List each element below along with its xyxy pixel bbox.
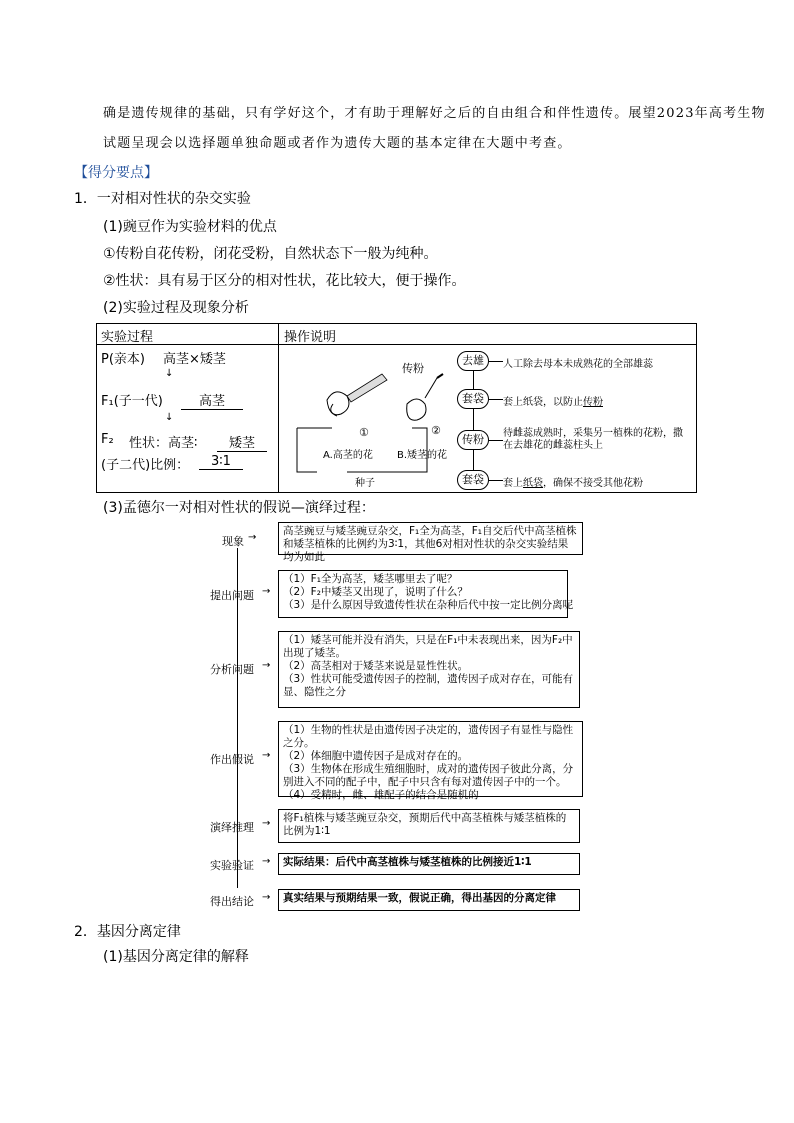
pollination-illustration [287, 352, 457, 492]
flow-label-phenomenon: 现象 [222, 535, 244, 548]
p-label: P(亲本) [101, 352, 145, 367]
flow-label-hypothesis: 作出假说 [210, 753, 254, 766]
arrow-down-icon-2: ↓ [165, 412, 174, 423]
intro-line-2: 试题呈现会以选择题单独命题或者作为遗传大题的基本定律在大题中考查。 [103, 136, 572, 151]
arrow-right-icon: → [262, 856, 271, 867]
section1-title: 1．一对相对性状的杂交实验 [74, 191, 251, 207]
col-header-process: 实验过程 [101, 330, 154, 345]
col-header-operation: 操作说明 [284, 330, 337, 345]
section1-sub3: (3)孟德尔一对相对性状的假说—演绎过程： [103, 500, 375, 516]
step-bag-2-desc: 套上纸袋，确保不接受其他花粉 [503, 478, 643, 489]
verification-box: 实际结果：后代中高茎植株与矮茎植株的比例接近1∶1 [278, 853, 580, 875]
section1-sub2: (2)实验过程及现象分析 [103, 300, 249, 316]
flow-label-question: 提出问题 [210, 589, 254, 602]
arrow-right-icon: → [262, 660, 271, 671]
f1-label: F₁(子一代) [101, 394, 163, 409]
step-bag-2-tag: 套袋 [457, 470, 489, 490]
arrow-right-icon: → [262, 892, 271, 903]
section2-sub1: (1)基因分离定律的解释 [103, 949, 249, 965]
phenomenon-box: 高茎豌豆与矮茎豌豆杂交，F₁全为高茎，F₁自交后代中高茎植株和矮茎植株的比例约为3∶1，其他6对相对性状的杂交实验结果均为如此 [278, 522, 583, 555]
section1-point1: ①传粉自花传粉，闭花受粉，自然状态下一般为纯种。 [103, 246, 438, 262]
f2-label: F₂ [101, 432, 114, 447]
section1-sub1: (1)豌豆作为实验材料的优点 [103, 219, 277, 235]
f2-ratio: 3∶1 [199, 454, 243, 470]
f1-value: 高茎 [181, 390, 243, 410]
flower-b-label: B.矮茎的花 [397, 450, 448, 461]
step-emasculate-desc: 人工除去母本未成熟花的全部雄蕊 [503, 359, 653, 370]
pollination-label: 传粉 [402, 362, 424, 375]
seed-label: 种子 [355, 478, 375, 489]
circle-2-label: ② [431, 424, 441, 437]
step-bag-1-tag: 套袋 [457, 389, 489, 409]
f2-trait-value: 矮茎 [217, 432, 267, 452]
f2-trait-label: 性状：高茎∶ [129, 436, 198, 451]
questions-box: （1）F₁全为高茎，矮茎哪里去了呢？ （2）F₂中矮茎又出现了，说明了什么？ （3）是什么原因导致遗传性状在杂种后代中按一定比例分离呢 [278, 570, 568, 618]
key-points-title: 【得分要点】 [74, 165, 158, 181]
step-pollinate-tag: 传粉 [457, 430, 489, 450]
circle-1-label: ① [359, 426, 369, 439]
step-pollinate-desc: 待雌蕊成熟时，采集另一植株的花粉，撒在去雄花的雌蕊柱头上 [503, 428, 683, 451]
flow-label-analysis: 分析问题 [210, 663, 254, 676]
arrow-right-icon: → [262, 586, 271, 597]
f2-sub-label: (子二代)比例： [101, 458, 190, 473]
section2-title: 2．基因分离定律 [74, 924, 181, 940]
step-bag-1-desc: 套上纸袋，以防止传粉 [503, 397, 603, 408]
arrow-down-icon: ↓ [165, 368, 174, 379]
analysis-box: （1）矮茎可能并没有消失，只是在F₁中未表现出来，因为F₂中出现了矮茎。 （2）高茎相对于矮茎来说是显性性状。 （3）性状可能受遗传因子的控制，遗传因子成对存在，可能有显、隐性之分 [278, 631, 580, 708]
arrow-right-icon: → [262, 750, 271, 761]
step-emasculate-tag: 去雄 [457, 351, 489, 371]
flow-label-deduction: 演绎推理 [210, 821, 254, 834]
hypothesis-box: （1）生物的性状是由遗传因子决定的，遗传因子有显性与隐性之分。 （2）体细胞中遗传因子是成对存在的。 （3）生物体在形成生殖细胞时，成对的遗传因子彼此分离，分别进入不同的配子中，配子中只含有每对遗传因子中的一个。 （4）受精时，雌、雄配子的结合是随机的 [278, 721, 583, 797]
flow-label-verification: 实验验证 [210, 859, 254, 872]
flow-label-conclusion: 得出结论 [210, 895, 254, 908]
experiment-table [96, 323, 697, 493]
flower-a-label: A.高茎的花 [323, 450, 373, 461]
p-cross: 高茎×矮茎 [163, 352, 226, 367]
conclusion-box: 真实结果与预期结果一致，假说正确，得出基因的分离定律 [278, 889, 580, 911]
arrow-right-icon: → [248, 532, 257, 543]
deduction-box: 将F₁植株与矮茎豌豆杂交，预期后代中高茎植株与矮茎植株的比例为1∶1 [278, 809, 580, 843]
arrow-right-icon: → [262, 818, 271, 829]
section1-point2: ②性状：具有易于区分的相对性状，花比较大，便于操作。 [103, 273, 466, 289]
intro-line-1: 确是遗传规律的基础，只有学好这个，才有助于理解好之后的自由组合和伴性遗传。展望2023年高考生物 [103, 106, 766, 121]
